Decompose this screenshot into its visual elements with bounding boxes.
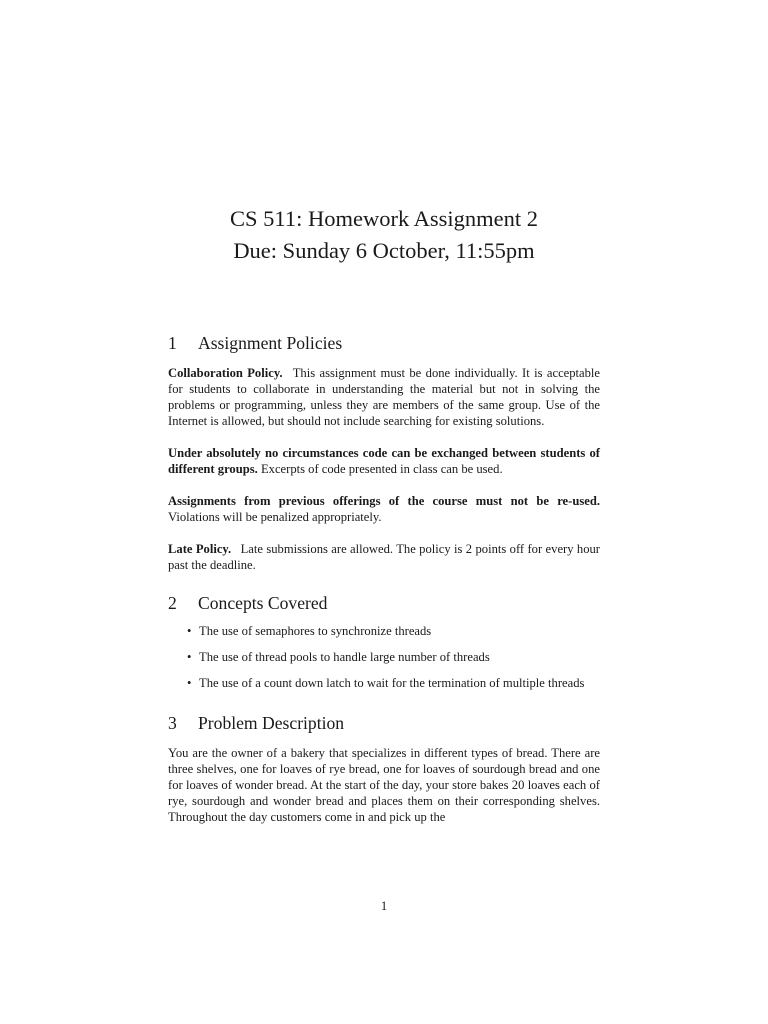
section-heading-policies (168, 331, 600, 355)
section-title: Problem Description (198, 713, 345, 733)
title-line-course: CS 511: Homework Assignment 2 (230, 206, 538, 231)
paragraph-bold-statement: Assignments from previous offerings of the course must not be re-used. (168, 494, 600, 508)
bullet-icon: • (187, 624, 192, 638)
list-item (168, 649, 600, 665)
paragraph-text: This assignment must be done individually. It is acceptable for students to collaborate in understanding the material but not in solving the problems or programming, unless they are members of the same group. Use of the Internet is allowed, but should not include searching for existing solutions. (168, 366, 601, 428)
paragraph-text: Excerpts of code presented in class can be used. (260, 462, 503, 476)
paragraph-lead: Late Policy. (168, 542, 232, 556)
page-number: 1 (380, 899, 388, 913)
section-heading-problem (168, 711, 600, 735)
section-heading-concepts (168, 591, 600, 615)
late-policy-paragraph (168, 541, 600, 573)
problem-description-paragraph: You are the owner of a bakery that specializes in different types of bread. There are three shelves, one for loaves of rye bread, one for loaves of sourdough bread and one for loaves of wonder bread. At the start of the day, your store bakes 20 loaves each of rye, sourdough and wonder bread and places them on their corresponding shelves. Throughout the day customers come in and pick up the (168, 746, 600, 824)
document-body (168, 331, 600, 825)
bullet-icon: • (187, 676, 192, 690)
section-number: 1 (168, 333, 177, 353)
section-number: 3 (168, 713, 177, 733)
code-exchange-paragraph (168, 445, 600, 477)
previous-offerings-paragraph (168, 493, 600, 525)
list-item-text: The use of a count down latch to wait for the termination of multiple threads (199, 676, 585, 690)
paragraph-text: Violations will be penalized appropriately. (168, 510, 382, 524)
list-item (168, 675, 600, 691)
list-item (168, 623, 600, 639)
section-number: 2 (168, 593, 177, 613)
list-item-text: The use of thread pools to handle large number of threads (199, 650, 490, 664)
collaboration-policy-paragraph (168, 365, 600, 429)
paragraph-bold-statement: Under absolutely no circumstances code can be exchanged between students of different groups. (168, 446, 600, 476)
title-line-due-date: Due: Sunday 6 October, 11:55pm (233, 238, 535, 263)
document-title (0, 203, 768, 267)
section-title: Concepts Covered (198, 593, 328, 613)
bullet-icon: • (187, 650, 192, 664)
paragraph-lead: Collaboration Policy. (168, 366, 283, 380)
concepts-list (168, 623, 600, 691)
list-item-text: The use of semaphores to synchronize threads (199, 624, 432, 638)
section-title: Assignment Policies (198, 333, 343, 353)
paragraph-text: Late submissions are allowed. The policy is 2 points off for every hour past the deadline. (168, 542, 600, 572)
